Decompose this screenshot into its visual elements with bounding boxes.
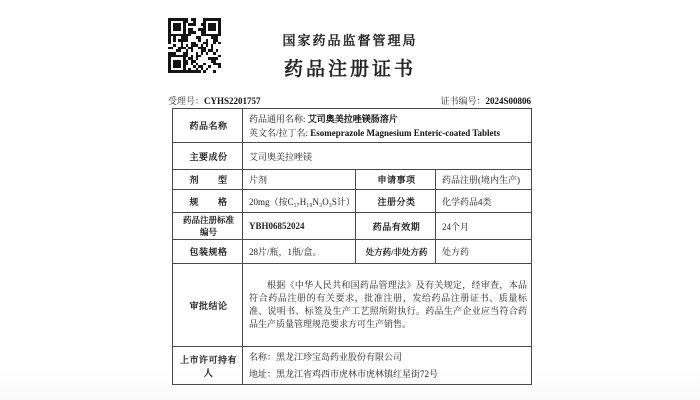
- generic-name-label: 药品通用名称:: [249, 113, 308, 124]
- dosage-form-value: 片剂: [243, 170, 356, 190]
- prescription-type-label: 处方药/非处方药: [356, 240, 436, 264]
- drug-name-label: 药品名称: [173, 109, 243, 143]
- prescription-type-value: 处方药: [436, 240, 532, 264]
- standard-number-value: YBH06852024: [243, 213, 356, 240]
- table-row-dosage-form: [173, 170, 532, 190]
- generic-name-value: 艾司奥美拉唑镁肠溶片: [307, 113, 398, 124]
- application-item-value: 药品注册(境内生产): [436, 170, 532, 190]
- certificate-table: [172, 108, 532, 385]
- holder-name-value: 黑龙江珍宝岛药业股份有限公司: [276, 351, 403, 362]
- table-row-main-ingredient: [173, 143, 532, 170]
- holder-address-value: 黑龙江省鸡西市虎林市虎林镇红星街72号: [276, 368, 439, 379]
- certificate-number: [440, 94, 531, 107]
- approval-conclusion-text: 根据《中华人民共和国药品管理法》及有关规定，经审查，本品符合药品注册的有关要求，批准注册，发给药品注册证书、质量标准、说明书、标签及生产工艺照所附执行。药品生产企业应当符合药品生产质量管理规范要求方可生产销售。: [249, 280, 528, 329]
- main-ingredient-value: 艾司奥美拉唑镁: [243, 143, 532, 170]
- standard-number-label: 药品注册标准编号: [173, 213, 243, 240]
- package-spec-value: 28片/瓶，1瓶/盒。: [243, 240, 356, 264]
- acceptance-number: [168, 94, 261, 107]
- certificate-title: 药品注册证书: [283, 59, 416, 80]
- table-row-license-holder: [173, 347, 532, 385]
- table-row-specification: [173, 190, 532, 213]
- holder-name-label: 名称：: [249, 351, 277, 362]
- table-row-standard-number: [173, 213, 532, 240]
- specification-label: 规 格: [173, 190, 243, 213]
- application-item-label: 申请事项: [356, 170, 436, 190]
- dosage-form-label: 剂 型: [173, 170, 243, 190]
- table-row-package-spec: [173, 240, 532, 264]
- specification-value: 20mg（按C₁₇H₁₉N₃O₃S计）: [243, 190, 356, 213]
- holder-address-label: 地址：: [249, 368, 277, 379]
- authority-name: 国家药品监督管理局: [282, 33, 418, 48]
- english-name-label: 英文名/拉丁名:: [249, 127, 311, 138]
- registration-category-label: 注册分类: [356, 190, 436, 213]
- table-row-drug-name: [173, 109, 532, 143]
- acceptance-label: 受理号：: [168, 96, 205, 106]
- main-ingredient-label: 主要成份: [173, 143, 243, 170]
- drug-name-cell: [243, 109, 532, 143]
- reference-line: [168, 94, 531, 107]
- validity-period-value: 24个月: [436, 213, 532, 240]
- approval-conclusion-label: 审批结论: [173, 264, 243, 347]
- package-spec-label: 包装规格: [173, 240, 243, 264]
- license-holder-cell: [243, 347, 532, 385]
- license-holder-label: 上市许可持有人: [173, 347, 243, 385]
- english-name-value: Esomeprazole Magnesium Enteric-coated Tablets: [310, 127, 500, 138]
- approval-conclusion-cell: [243, 264, 532, 347]
- acceptance-value: CYHS2201757: [204, 96, 261, 106]
- table-row-approval-conclusion: [173, 264, 532, 347]
- registration-category-value: 化学药品4类: [436, 190, 532, 213]
- certificate-number-label: 证书编号：: [440, 96, 486, 106]
- certificate-number-value: 2024S00806: [485, 96, 531, 106]
- validity-period-label: 药品有效期: [356, 213, 436, 240]
